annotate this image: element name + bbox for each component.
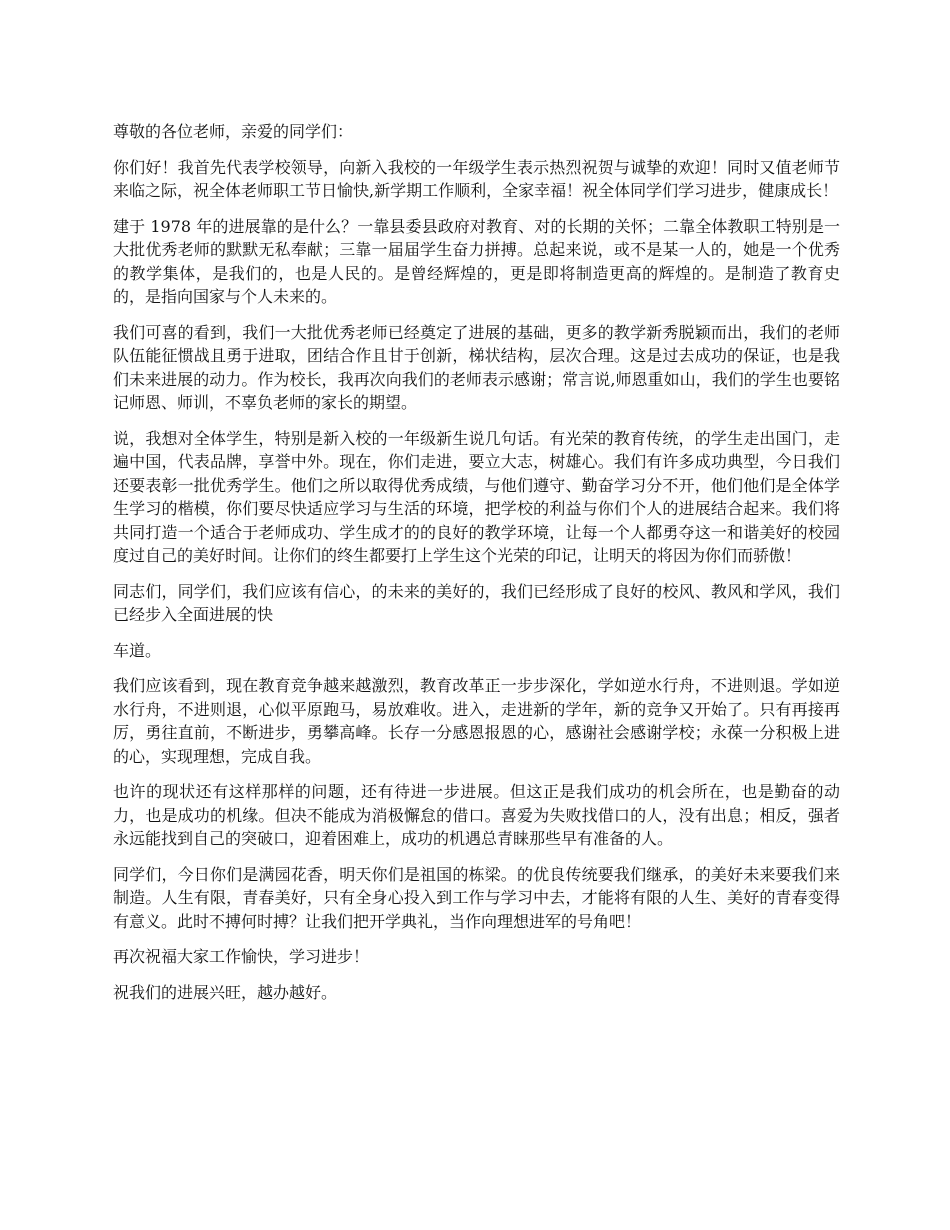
- paragraph-challenges: 也许的现状还有这样那样的问题，还有待进一步进展。但这正是我们成功的机会所在，也是勤奋的动力，也是成功的机缘。但决不能成为消极懈怠的借口。喜爱为失败找借口的人，没有出息；相反，强者永远能找到自己的突破口，迎着困难上，成功的机遇总青睐那些早有准备的人。: [113, 782, 840, 848]
- paragraph-closing: 祝我们的进展兴旺，越办越好。: [113, 982, 338, 1002]
- paragraph-history: 建于 1978 年的进展靠的是什么？一靠县委县政府对教育、对的长期的关怀；二靠全体教职工特别是一大批优秀老师的默默无私奉献；三靠一届届学生奋力拼搏。总起来说，或不是某一人的，她是一个优秀的教学集体，是我们的，也是人民的。是曾经辉煌的，更是即将制造更高的辉煌的。是制造了教育史的，是指向国家与个人未来的。: [113, 216, 840, 306]
- paragraph-students: 说，我想对全体学生，特别是新入校的一年级新生说几句话。有光荣的教育传统，的学生走出国门，走遍中国，代表品牌，享誉中外。现在，你们走进，要立大志，树雄心。我们有许多成功典型，今日我们还要表彰一批优秀学生。他们之所以取得优秀成绩，与他们遵守、勤奋学习分不开，他们他们是全体学生学习的楷模，你们要尽快适应学习与生活的环境，把学校的利益与你们个人的进展结合起来。我们将共同打造一个适合于老师成功、学生成才的的良好的教学环境，让每一个人都勇夺这一和谐美好的校园度过自己的美好时间。让你们的终生都要打上学生这个光荣的印记，让明天的将因为你们而骄傲！: [113, 428, 840, 565]
- paragraph-greeting: 你们好！我首先代表学校领导，向新入我校的一年级学生表示热烈祝贺与诚挚的欢迎！同时又值老师节来临之际，祝全体老师职工节日愉快,新学期工作顺利，全家幸福！祝全体同学们学习进步，健康成长！: [113, 157, 840, 200]
- salutation: 尊敬的各位老师，亲爱的同学们：: [113, 122, 354, 141]
- document-page: [113, 120, 840, 1016]
- paragraph-competition: 我们应该看到，现在教育竞争越来越激烈，教育改革正一步步深化，学如逆水行舟，不进则退。学如逆水行舟，不进则退，心似平原跑马，易放难收。进入，走进新的学年，新的竞争又开始了。只有再接再厉，勇往直前，不断进步，勇攀高峰。长存一分感恩报恩的心，感谢社会感谢学校；永葆一分积极上进的心，实现理想，完成自我。: [113, 676, 840, 766]
- paragraph-wishes: 再次祝福大家工作愉快，学习进步！: [113, 947, 370, 966]
- paragraph-future: 同学们，今日你们是满园花香，明天你们是祖国的栋梁。的优良传统要我们继承，的美好未来要我们来制造。人生有限，青春美好，只有全身心投入到工作与学习中去，才能将有限的人生、美好的青春变得有意义。此时不搏何时搏？让我们把开学典礼，当作向理想进军的号角吧！: [113, 864, 840, 931]
- paragraph-teachers: 我们可喜的看到，我们一大批优秀老师已经奠定了进展的基础，更多的教学新秀脱颖而出，我们的老师队伍能征惯战且勇于进取，团结合作且甘于创新，梯状结构，层次合理。这是过去成功的保证，也是我们未来进展的动力。作为校长，我再次向我们的老师表示感谢；常言说,师恩重如山，我们的学生也要铭记师恩、师训，不辜负老师的家长的期望。: [113, 322, 840, 412]
- paragraph-confidence: 同志们，同学们，我们应该有信心，的未来的美好的，我们已经形成了良好的校风、教风和学风，我们已经步入全面进展的快: [113, 581, 840, 624]
- paragraph-fragment: 车道。: [113, 640, 162, 660]
